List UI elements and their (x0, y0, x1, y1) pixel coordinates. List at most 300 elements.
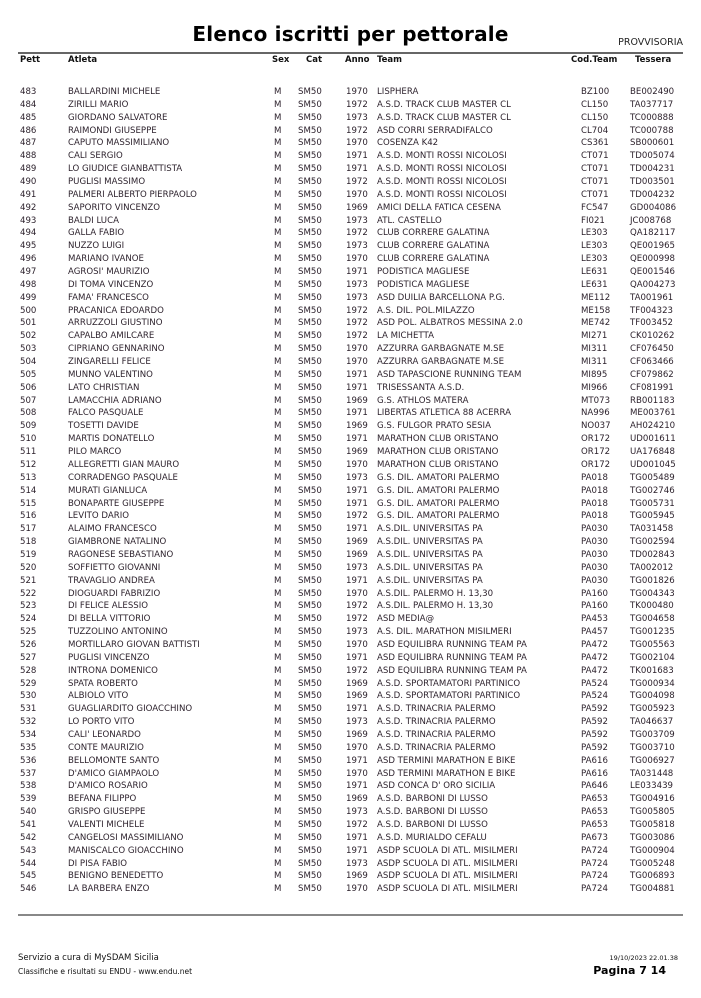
cell-cat: SM50 (298, 138, 322, 149)
cell-anno: 1973 (346, 807, 368, 818)
cell-pett: 527 (20, 652, 37, 663)
table-row (0, 253, 701, 266)
cell-pett: 524 (20, 614, 37, 625)
cell-anno: 1970 (346, 87, 368, 97)
cell-team: ASD POL. ALBATROS MESSINA 2.0 (377, 318, 523, 329)
cell-pett: 499 (20, 292, 37, 303)
cell-cod-team: PA673 (581, 832, 608, 843)
cell-anno: 1971 (346, 267, 368, 278)
cell-cat: SM50 (298, 884, 322, 895)
cell-anno: 1971 (346, 485, 368, 496)
cell-pett: 488 (20, 151, 37, 162)
cell-sex: M (274, 781, 282, 792)
cell-team: G.S. DIL. AMATORI PALERMO (377, 485, 500, 496)
cell-team: A.S.D. TRINACRIA PALERMO (377, 729, 496, 740)
cell-team: ASD TERMINI MARATHON E BIKE (377, 768, 516, 779)
table-row (0, 626, 701, 639)
cell-tessera: QE001965 (630, 241, 675, 252)
cell-atleta: CALI SERGIO (68, 151, 123, 162)
cell-tessera: TD005074 (630, 151, 675, 162)
table-row (0, 819, 701, 832)
cell-anno: 1972 (346, 125, 368, 136)
cell-tessera: TG005945 (630, 511, 675, 522)
cell-pett: 483 (20, 87, 37, 97)
col-header-atleta: Atleta (68, 55, 98, 65)
cell-cod-team: CL150 (581, 99, 609, 110)
cell-cod-team: PA646 (581, 781, 608, 792)
cell-pett: 485 (20, 112, 37, 123)
cell-anno: 1971 (346, 575, 368, 586)
cell-anno: 1971 (346, 164, 368, 175)
cell-pett: 530 (20, 691, 37, 702)
cell-tessera: TA002012 (630, 562, 674, 573)
cell-tessera: TG004658 (630, 614, 675, 625)
cell-team: CLUB CORRERE GALATINA (377, 228, 490, 239)
cell-team: ASD EQUILIBRA RUNNING TEAM PA (377, 665, 527, 676)
cell-tessera: TG004916 (630, 794, 675, 805)
cell-anno: 1971 (346, 498, 368, 509)
cell-anno: 1970 (346, 254, 368, 265)
cell-sex: M (274, 434, 282, 445)
cell-sex: M (274, 318, 282, 329)
table-row (0, 343, 701, 356)
cell-cod-team: OR172 (581, 459, 611, 470)
cell-cod-team: MI311 (581, 357, 608, 368)
cell-cat: SM50 (298, 447, 322, 458)
cell-cod-team: FC547 (581, 202, 609, 213)
cell-team: LA MICHETTA (377, 331, 434, 342)
cell-atleta: DI FELICE ALESSIO (68, 601, 149, 612)
cell-cat: SM50 (298, 614, 322, 625)
cell-tessera: CK010262 (630, 331, 675, 342)
cell-cat: SM50 (298, 254, 322, 265)
cell-pett: 545 (20, 871, 37, 882)
col-header-sex: Sex (272, 55, 290, 65)
cell-pett: 502 (20, 331, 37, 342)
cell-cat: SM50 (298, 189, 322, 200)
cell-anno: 1972 (346, 177, 368, 188)
table-row (0, 150, 701, 163)
cell-pett: 528 (20, 665, 37, 676)
cell-pett: 506 (20, 382, 37, 393)
cell-cat: SM50 (298, 794, 322, 805)
cell-team: ASD TERMINI MARATHON E BIKE (377, 755, 516, 766)
cell-cod-team: PA030 (581, 537, 608, 548)
cell-tessera: TG002746 (630, 485, 675, 496)
table-row (0, 125, 701, 138)
cell-sex: M (274, 87, 282, 97)
table-row (0, 588, 701, 601)
cell-anno: 1969 (346, 421, 368, 432)
cell-team: G.S. ATHLOS MATERA (377, 395, 469, 406)
cell-cod-team: PA472 (581, 639, 608, 650)
cell-tessera: JC008768 (630, 215, 672, 226)
table-row (0, 163, 701, 176)
cell-anno: 1971 (346, 781, 368, 792)
cell-cat: SM50 (298, 164, 322, 175)
cell-team: ASDP SCUOLA DI ATL. MISILMERI (377, 884, 518, 895)
cell-anno: 1972 (346, 819, 368, 830)
cell-tessera: QA182117 (630, 228, 676, 239)
cell-atleta: CALI' LEONARDO (68, 729, 141, 740)
cell-team: TRISESSANTA A.S.D. (377, 382, 465, 393)
cell-anno: 1972 (346, 228, 368, 239)
cell-tessera: TG000904 (630, 845, 675, 856)
cell-anno: 1969 (346, 395, 368, 406)
cell-pett: 496 (20, 254, 37, 265)
cell-tessera: TG003710 (630, 742, 675, 753)
cell-anno: 1972 (346, 331, 368, 342)
cell-tessera: TC000888 (630, 112, 674, 123)
cell-team: ATL. CASTELLO (377, 215, 442, 226)
cell-sex: M (274, 395, 282, 406)
cell-cod-team: LE303 (581, 254, 608, 265)
cell-anno: 1970 (346, 459, 368, 470)
cell-team: ASD MEDIA@ (377, 614, 435, 625)
cell-cat: SM50 (298, 305, 322, 316)
cell-team: ASD DUILIA BARCELLONA P.G. (377, 292, 505, 303)
cell-cat: SM50 (298, 202, 322, 213)
cell-sex: M (274, 344, 282, 355)
cell-cod-team: MT073 (581, 395, 611, 406)
cell-atleta: NUZZO LUIGI (68, 241, 125, 252)
cell-team: A.S.D. BARBONI DI LUSSO (377, 794, 488, 805)
cell-cod-team: PA724 (581, 871, 608, 882)
cell-cat: SM50 (298, 652, 322, 663)
cell-sex: M (274, 665, 282, 676)
table-row (0, 292, 701, 305)
cell-atleta: ALLEGRETTI GIAN MAURO (68, 459, 180, 470)
cell-team: A.S.D. BARBONI DI LUSSO (377, 819, 488, 830)
cell-tessera: TG005563 (630, 639, 675, 650)
cell-cat: SM50 (298, 99, 322, 110)
cell-team: A.S.D. TRINACRIA PALERMO (377, 742, 496, 753)
cell-team: A.S.DIL. UNIVERSITAS PA (377, 549, 483, 560)
cell-sex: M (274, 292, 282, 303)
table-row (0, 498, 701, 511)
cell-cod-team: LE303 (581, 241, 608, 252)
cell-cat: SM50 (298, 601, 322, 612)
cell-anno: 1973 (346, 241, 368, 252)
cell-cat: SM50 (298, 279, 322, 290)
cell-atleta: CAPALBO AMILCARE (68, 331, 155, 342)
cell-tessera: LE033439 (630, 781, 674, 792)
cell-sex: M (274, 729, 282, 740)
cell-tessera: TG005489 (630, 472, 675, 483)
cell-pett: 507 (20, 395, 37, 406)
cell-anno: 1973 (346, 562, 368, 573)
cell-team: G.S. DIL. AMATORI PALERMO (377, 472, 500, 483)
cell-atleta: MARIANO IVANOE (68, 254, 144, 265)
cell-sex: M (274, 819, 282, 830)
cell-cod-team: PA018 (581, 498, 608, 509)
cell-atleta: GRISPO GIUSEPPE (68, 807, 146, 818)
cell-cat: SM50 (298, 87, 322, 97)
cell-pett: 501 (20, 318, 37, 329)
cell-anno: 1971 (346, 382, 368, 393)
cell-tessera: TG005731 (630, 498, 675, 509)
cell-pett: 519 (20, 549, 37, 560)
table-row (0, 137, 701, 150)
cell-team: AMICI DELLA FATICA CESENA (377, 202, 501, 213)
cell-cat: SM50 (298, 858, 322, 869)
cell-tessera: TG004881 (630, 884, 675, 895)
table-row (0, 356, 701, 369)
cell-cat: SM50 (298, 369, 322, 380)
cell-sex: M (274, 151, 282, 162)
cell-anno: 1970 (346, 768, 368, 779)
cell-anno: 1972 (346, 665, 368, 676)
col-header-tessera: Tessera (635, 55, 672, 65)
cell-tessera: TD003501 (630, 177, 675, 188)
table-row (0, 395, 701, 408)
cell-anno: 1973 (346, 627, 368, 638)
cell-anno: 1973 (346, 472, 368, 483)
cell-atleta: RAGONESE SEBASTIANO (68, 549, 174, 560)
cell-tessera: QE001546 (630, 267, 675, 278)
cell-atleta: CONTE MAURIZIO (68, 742, 144, 753)
cell-team: A.S.D. TRINACRIA PALERMO (377, 717, 496, 728)
cell-team: A.S.DIL. UNIVERSITAS PA (377, 524, 483, 535)
cell-cat: SM50 (298, 742, 322, 753)
cell-atleta: SOFFIETTO GIOVANNI (68, 562, 161, 573)
cell-team: CLUB CORRERE GALATINA (377, 254, 490, 265)
cell-anno: 1969 (346, 691, 368, 702)
cell-cat: SM50 (298, 549, 322, 560)
table-row (0, 510, 701, 523)
cell-atleta: FALCO PASQUALE (68, 408, 144, 419)
cell-pett: 503 (20, 344, 37, 355)
cell-pett: 494 (20, 228, 37, 239)
col-header-pett: Pett (20, 55, 41, 65)
cell-anno: 1971 (346, 832, 368, 843)
cell-anno: 1969 (346, 202, 368, 213)
cell-sex: M (274, 459, 282, 470)
cell-tessera: TD002843 (630, 549, 675, 560)
cell-cat: SM50 (298, 408, 322, 419)
cell-cod-team: ME112 (581, 292, 611, 303)
cell-pett: 523 (20, 601, 37, 612)
table-row (0, 549, 701, 562)
cell-pett: 531 (20, 704, 37, 715)
cell-cod-team: CL150 (581, 112, 609, 123)
cell-tessera: CF081991 (630, 382, 674, 393)
table-row (0, 279, 701, 292)
table-row (0, 600, 701, 613)
cell-cod-team: PA724 (581, 884, 608, 895)
cell-atleta: BEFANA FILIPPO (68, 794, 137, 805)
cell-cod-team: ME158 (581, 305, 611, 316)
cell-pett: 538 (20, 781, 37, 792)
cell-team: G.S. DIL. AMATORI PALERMO (377, 498, 500, 509)
cell-atleta: PALMERI ALBERTO PIERPAOLO (68, 189, 197, 200)
cell-sex: M (274, 112, 282, 123)
cell-cod-team: PA472 (581, 652, 608, 663)
cell-atleta: LO PORTO VITO (68, 717, 135, 728)
cell-team: ASDP SCUOLA DI ATL. MISILMERI (377, 871, 518, 882)
cell-anno: 1970 (346, 189, 368, 200)
cell-anno: 1969 (346, 794, 368, 805)
cell-cat: SM50 (298, 241, 322, 252)
cell-cod-team: NA996 (581, 408, 610, 419)
cell-cod-team: FI021 (581, 215, 605, 226)
cell-sex: M (274, 382, 282, 393)
cell-cod-team: PA724 (581, 845, 608, 856)
cell-pett: 492 (20, 202, 37, 213)
cell-team: ASD CONCA D' ORO SICILIA (377, 781, 496, 792)
table-row (0, 768, 701, 781)
table-row (0, 523, 701, 536)
cell-cod-team: CL704 (581, 125, 609, 136)
table-row (0, 845, 701, 858)
cell-cod-team: MI966 (581, 382, 608, 393)
cell-cod-team: PA030 (581, 562, 608, 573)
cell-pett: 532 (20, 717, 37, 728)
table-row (0, 793, 701, 806)
table-row (0, 176, 701, 189)
cell-anno: 1970 (346, 357, 368, 368)
cell-cat: SM50 (298, 768, 322, 779)
cell-anno: 1971 (346, 704, 368, 715)
cell-sex: M (274, 717, 282, 728)
cell-team: A.S.D. MONTI ROSSI NICOLOSI (377, 189, 507, 200)
cell-team: A.S. DIL. POL.MILAZZO (377, 305, 475, 316)
cell-atleta: SPATA ROBERTO (68, 678, 138, 689)
cell-tessera: TG004098 (630, 691, 675, 702)
cell-tessera: TG005248 (630, 858, 675, 869)
cell-team: A.S.DIL. UNIVERSITAS PA (377, 575, 483, 586)
cell-atleta: BALLARDINI MICHELE (68, 87, 161, 97)
cell-atleta: RAIMONDI GIUSEPPE (68, 125, 157, 136)
cell-sex: M (274, 305, 282, 316)
cell-tessera: UD001045 (630, 459, 676, 470)
cell-tessera: TA046637 (630, 717, 674, 728)
cell-atleta: SAPORITO VINCENZO (68, 202, 161, 213)
cell-cat: SM50 (298, 215, 322, 226)
footer-service: Servizio a cura di MySDAM Sicilia (18, 953, 159, 963)
cell-atleta: TUZZOLINO ANTONINO (68, 627, 168, 638)
cell-pett: 491 (20, 189, 37, 200)
cell-sex: M (274, 884, 282, 895)
cell-tessera: TF004323 (630, 305, 673, 316)
cell-cat: SM50 (298, 151, 322, 162)
cell-sex: M (274, 125, 282, 136)
cell-atleta: FAMA' FRANCESCO (68, 292, 149, 303)
cell-tessera: TG006927 (630, 755, 675, 766)
cell-anno: 1972 (346, 511, 368, 522)
cell-tessera: TD004232 (630, 189, 675, 200)
cell-cod-team: BZ100 (581, 87, 610, 97)
cell-atleta: BONAPARTE GIUSEPPE (68, 498, 165, 509)
table-row (0, 716, 701, 729)
cell-cat: SM50 (298, 472, 322, 483)
cell-anno: 1971 (346, 151, 368, 162)
cell-cod-team: PA524 (581, 691, 608, 702)
cell-cod-team: CT071 (581, 164, 609, 175)
cell-atleta: CANGELOSI MASSIMILIANO (68, 832, 184, 843)
table-row (0, 266, 701, 279)
cell-anno: 1969 (346, 447, 368, 458)
cell-cat: SM50 (298, 755, 322, 766)
cell-team: ASDP SCUOLA DI ATL. MISILMERI (377, 858, 518, 869)
cell-cat: SM50 (298, 807, 322, 818)
cell-sex: M (274, 691, 282, 702)
cell-cod-team: LE631 (581, 279, 608, 290)
cell-sex: M (274, 845, 282, 856)
cell-pett: 500 (20, 305, 37, 316)
cell-pett: 489 (20, 164, 37, 175)
cell-anno: 1970 (346, 138, 368, 149)
cell-anno: 1971 (346, 652, 368, 663)
cell-sex: M (274, 794, 282, 805)
cell-sex: M (274, 99, 282, 110)
cell-atleta: GUAGLIARDITO GIOACCHINO (68, 704, 193, 715)
cell-pett: 535 (20, 742, 37, 753)
cell-atleta: DI BELLA VITTORIO (68, 614, 151, 625)
cell-team: MARATHON CLUB ORISTANO (377, 459, 499, 470)
cell-anno: 1969 (346, 871, 368, 882)
table-row (0, 189, 701, 202)
cell-cod-team: CS361 (581, 138, 609, 149)
cell-pett: 495 (20, 241, 37, 252)
cell-tessera: ME003761 (630, 408, 676, 419)
table-row (0, 858, 701, 871)
cell-cat: SM50 (298, 729, 322, 740)
cell-pett: 539 (20, 794, 37, 805)
cell-anno: 1972 (346, 305, 368, 316)
table-row (0, 485, 701, 498)
table-row (0, 227, 701, 240)
cell-sex: M (274, 215, 282, 226)
cell-cod-team: PA030 (581, 575, 608, 586)
cell-atleta: AGROSI' MAURIZIO (68, 267, 150, 278)
cell-cat: SM50 (298, 485, 322, 496)
cell-pett: 484 (20, 99, 37, 110)
cell-tessera: TA001961 (630, 292, 674, 303)
cell-team: ASD EQUILIBRA RUNNING TEAM PA (377, 639, 527, 650)
cell-tessera: BE002490 (630, 87, 675, 97)
cell-team: MARATHON CLUB ORISTANO (377, 447, 499, 458)
status-label: PROVVISORIA (618, 37, 683, 48)
cell-atleta: MORTILLARO GIOVAN BATTISTI (68, 639, 200, 650)
cell-sex: M (274, 627, 282, 638)
cell-team: A.S.DIL. UNIVERSITAS PA (377, 537, 483, 548)
cell-cod-team: PA724 (581, 858, 608, 869)
cell-sex: M (274, 357, 282, 368)
cell-tessera: TG001235 (630, 627, 675, 638)
cell-cat: SM50 (298, 678, 322, 689)
cell-team: A.S.D. MONTI ROSSI NICOLOSI (377, 177, 507, 188)
cell-cat: SM50 (298, 421, 322, 432)
cell-sex: M (274, 189, 282, 200)
cell-sex: M (274, 537, 282, 548)
cell-cod-team: PA030 (581, 549, 608, 560)
cell-atleta: CIPRIANO GENNARINO (68, 344, 165, 355)
cell-sex: M (274, 614, 282, 625)
cell-team: A.S.D. TRACK CLUB MASTER CL (377, 99, 511, 110)
col-header-anno: Anno (345, 55, 370, 65)
table-row (0, 446, 701, 459)
cell-tessera: TG005818 (630, 819, 675, 830)
cell-cat: SM50 (298, 819, 322, 830)
cell-pett: 542 (20, 832, 37, 843)
cell-cat: SM50 (298, 498, 322, 509)
cell-anno: 1973 (346, 215, 368, 226)
table-row (0, 562, 701, 575)
cell-team: A.S.D. MONTI ROSSI NICOLOSI (377, 164, 507, 175)
footer-timestamp: 19/10/2023 22.01.38 (609, 954, 678, 962)
table-row (0, 729, 701, 742)
